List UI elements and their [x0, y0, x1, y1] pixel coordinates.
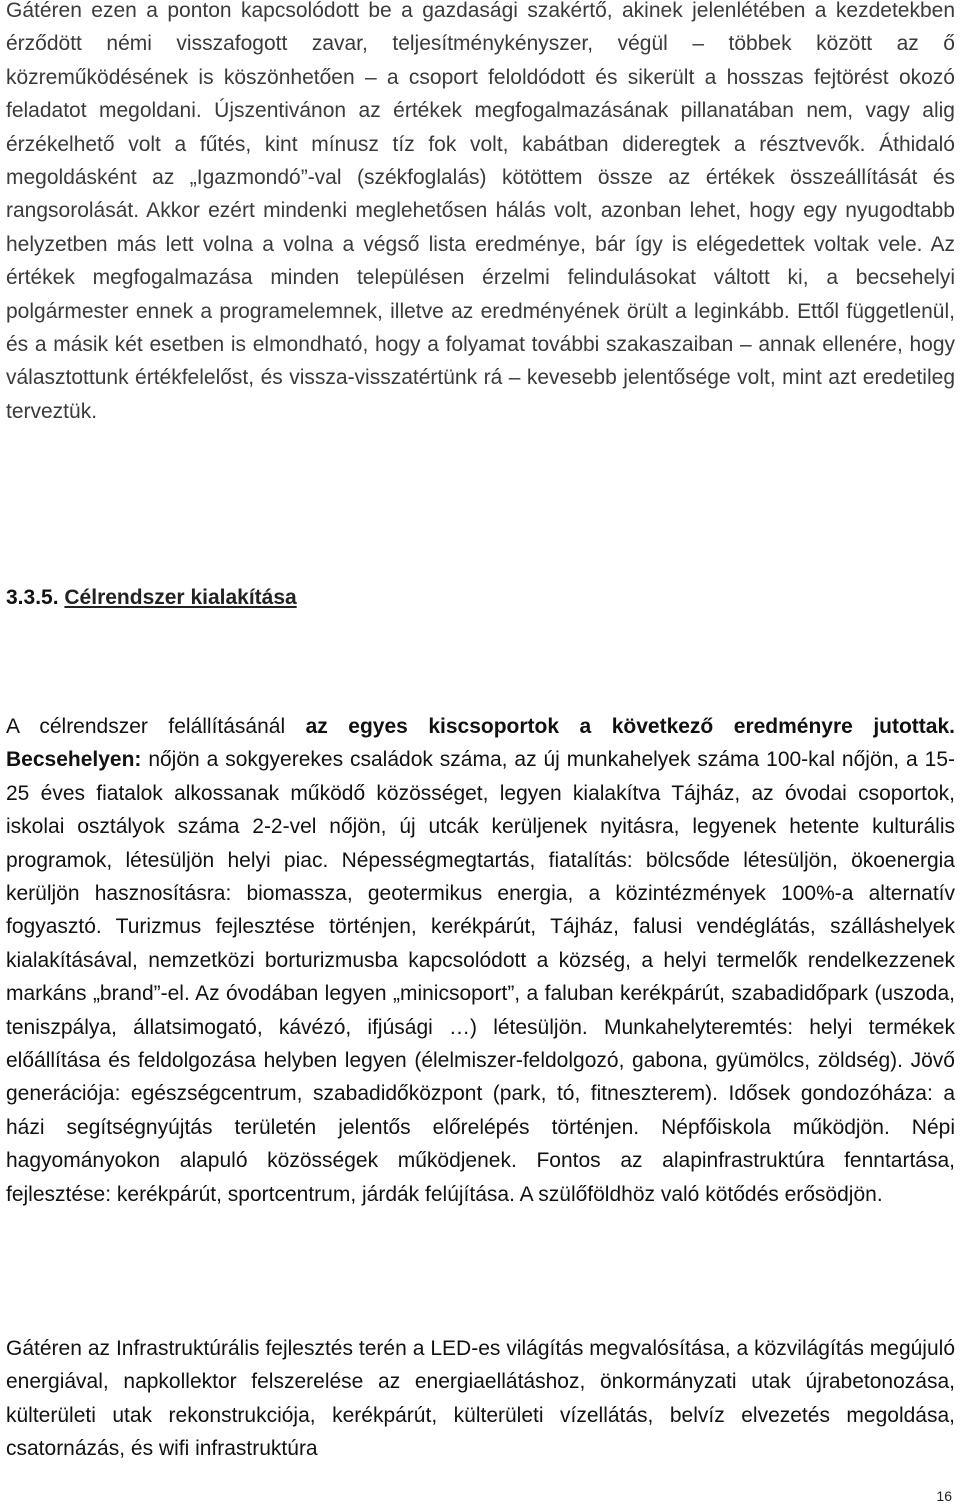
page-number: 16	[936, 1488, 952, 1504]
intro-text: A célrendszer felállításánál	[6, 715, 306, 738]
paragraph-gateren-values: Gátéren ezen a ponton kapcsolódott be a gazdasági szakértő, akinek jelenlétében a kezdetekben érződött némi visszafogott zavar, teljesítménykényszer, végül – többek között az ő közreműködésének is köszönhetően – a csoport feloldódott és sikerült a hosszas fejtörést okozó feladatot megoldani. Újszentivánon az értékek megfogalmazásának pillanatában nem, vagy alig érzékelhető volt a fűtés, kint mínusz tíz fok volt, kabátban dideregtek a résztvevők. Áthidaló megoldásként az „Igazmondó”-val (székfoglalás) kötöttem össze az értékek összeállítását és rangsorolását. Akkor ezért mindenki meglehetősen hálás volt, azonban lehet, hogy egy nyugodtabb helyzetben más lett volna a volna a végső lista eredménye, bár így is elégedettek voltak vele. Az értékek megfogalmazása minden településen érzelmi felindulásokat váltott ki, a becsehelyi polgármester ennek a programelemnek, illetve az eredményének örült a leginkább. Ettől függetlenül, és a másik két esetben is elmondható, hogy a folyamat további szakaszaiban – annak ellenére, hogy választottunk értékfelelőst, és vissza-visszatértünk rá – kevesebb jelentősége volt, mint azt eredetileg terveztük.	[6, 0, 955, 423]
place-label-becsehely: Becsehelyen:	[6, 748, 142, 772]
section-number: 3.3.5.	[6, 586, 59, 609]
section-heading	[6, 586, 297, 610]
paragraph-goal-system	[6, 710, 955, 1211]
paragraph-gateren-infrastructure: Gátéren az Infrastruktúrális fejlesztés terén a LED-es világítás megvalósítása, a közvilágítás megújuló energiával, napkollektor felszerelése az energiaellátáshoz, önkormányzati utak újrabetonozása, külterületi utak rekonstrukciója, kerékpárút, külterületi vízellátás, belvíz elvezetés megoldása, csatornázás, és wifi infrastruktúra	[6, 1337, 955, 1461]
section-title: Célrendszer kialakítása	[64, 586, 297, 609]
intro-bold-text: az egyes kiscsoportok a következő eredményre jutottak.	[305, 715, 955, 738]
goal-list-text: nőjön a sokgyerekes családok száma, az új munkahelyek száma 100-kal nőjön, a 15-25 éves fiatalok alkossanak működő közösséget, legyen kialakítva Tájház, az óvodai csoportok, iskolai osztályok száma 2-2-vel nőjön, új utcák kerüljenek nyitásra, legyenek hetente kulturális programok, létesüljön helyi piac. Népességmegtartás, fiatalítás: bölcsőde létesüljön, ökoenergia kerüljön hasznosításra: biomassza, geotermikus energia, a közintézmények 100%-a alternatív fogyasztó. Turizmus fejlesztése történjen, kerékpárút, Tájház, falusi vendéglátás, szálláshelyek kialakításával, nemzetközi borturizmusba kapcsolódott a község, a helyi termelők rendelkezzenek markáns „brand”-el. Az óvodában legyen „minicsoport”, a faluban kerékpárút, szabadidőpark (uszoda, teniszpálya, állatsimogató, kávézó, ifjúsági …) létesüljön. Munkahelyteremtés: helyi termékek előállítása és feldolgozása helyben legyen (élelmiszer-feldolgozó, gabona, gyümölcs, zöldség). Jövő generációja: egészségcentrum, szabadidőközpont (park, tó, fitneszterem). Idősek gondozóháza: a házi segítségnyújtás területén jelentős előrelépés történjen. Népfőiskola működjön. Népi hagyományokon alapuló közösségek működjenek. Fontos az alapinfrastruktúra fenntartása, fejlesztése: kerékpárút, sportcentrum, járdák felújítása. A szülőföldhöz való kötődés erősödjön.	[6, 748, 955, 1206]
